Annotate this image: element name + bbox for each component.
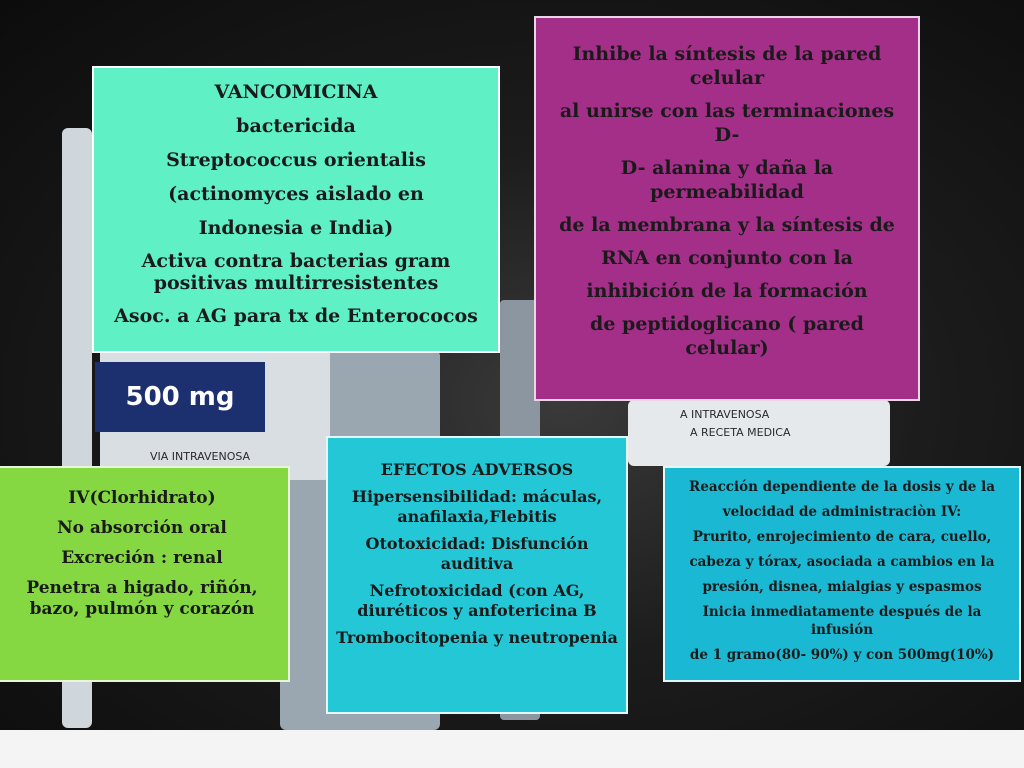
reaction-line: presión, disnea, mialgias y espasmos [702,579,982,595]
vanco-line: (actinomyces aislado en [168,183,424,205]
bottom-strip [0,730,1024,768]
mechanism-line: al unirse con las terminaciones D- [559,100,895,146]
mechanism-line: Inhibe la síntesis de la pared celular [572,43,882,89]
drug-name: VANCOMICINA [214,81,378,103]
reaction-line: Inicia inmediatamente después de la infusión [702,604,982,638]
vial-dose-text: 500 mg [125,382,235,412]
vanco-line: bactericida [236,115,356,137]
vanco-line: Asoc. a AG para tx de Enterococos [114,305,478,327]
mechanism-line: de la membrana y la síntesis de [559,214,895,236]
pk-line: Penetra a higado, riñón, bazo, pulmón y corazón [26,578,258,619]
reaction-line: Reacción dependiente de la dosis y de la [689,479,995,495]
reaction-line: Prurito, enrojecimiento de cara, cuello, [692,529,992,545]
mechanism-line: RNA en conjunto con la [601,247,853,269]
vial-label-dose [95,362,265,432]
vanco-line: Activa contra bacterias gram positivas multirresistentes [141,250,451,294]
box-label-prescription: A RECETA MEDICA [690,426,791,439]
box-label-route: A INTRAVENOSA [680,408,770,421]
adverse-line: Trombocitopenia y neutropenia [336,628,618,647]
mechanism-box [534,16,920,401]
pk-line: Excreción : renal [61,548,223,568]
mechanism-line: de peptidoglicano ( pared celular) [590,313,864,359]
adverse-line: Nefrotoxicidad (con AG, diuréticos y anfotericina B [357,581,597,620]
pk-line: No absorción oral [57,518,227,538]
reaction-line: de 1 gramo(80- 90%) y con 500mg(10%) [689,647,995,663]
vanco-line: Indonesia e India) [198,217,394,239]
vancomicina-box [92,66,500,353]
reaction-line: velocidad de administraciòn IV: [722,504,962,520]
adverse-line: Hipersensibilidad: máculas, anafilaxia,Flebitis [351,487,603,526]
vial-label-route: VIA INTRAVENOSA [150,450,251,463]
pharmacokinetics-box [0,466,290,682]
mechanism-line: inhibición de la formación [586,280,868,302]
mechanism-line: D- alanina y daña la permeabilidad [620,157,834,203]
reaction-box [663,466,1021,682]
pk-line: IV(Clorhidrato) [68,488,216,508]
adverse-title: EFECTOS ADVERSOS [380,460,574,479]
reaction-line: cabeza y tórax, asociada a cambios en la [689,554,995,570]
adverse-effects-box [326,436,628,714]
vanco-line: Streptococcus orientalis [166,149,426,171]
adverse-line: Ototoxicidad: Disfunción auditiva [365,534,589,573]
